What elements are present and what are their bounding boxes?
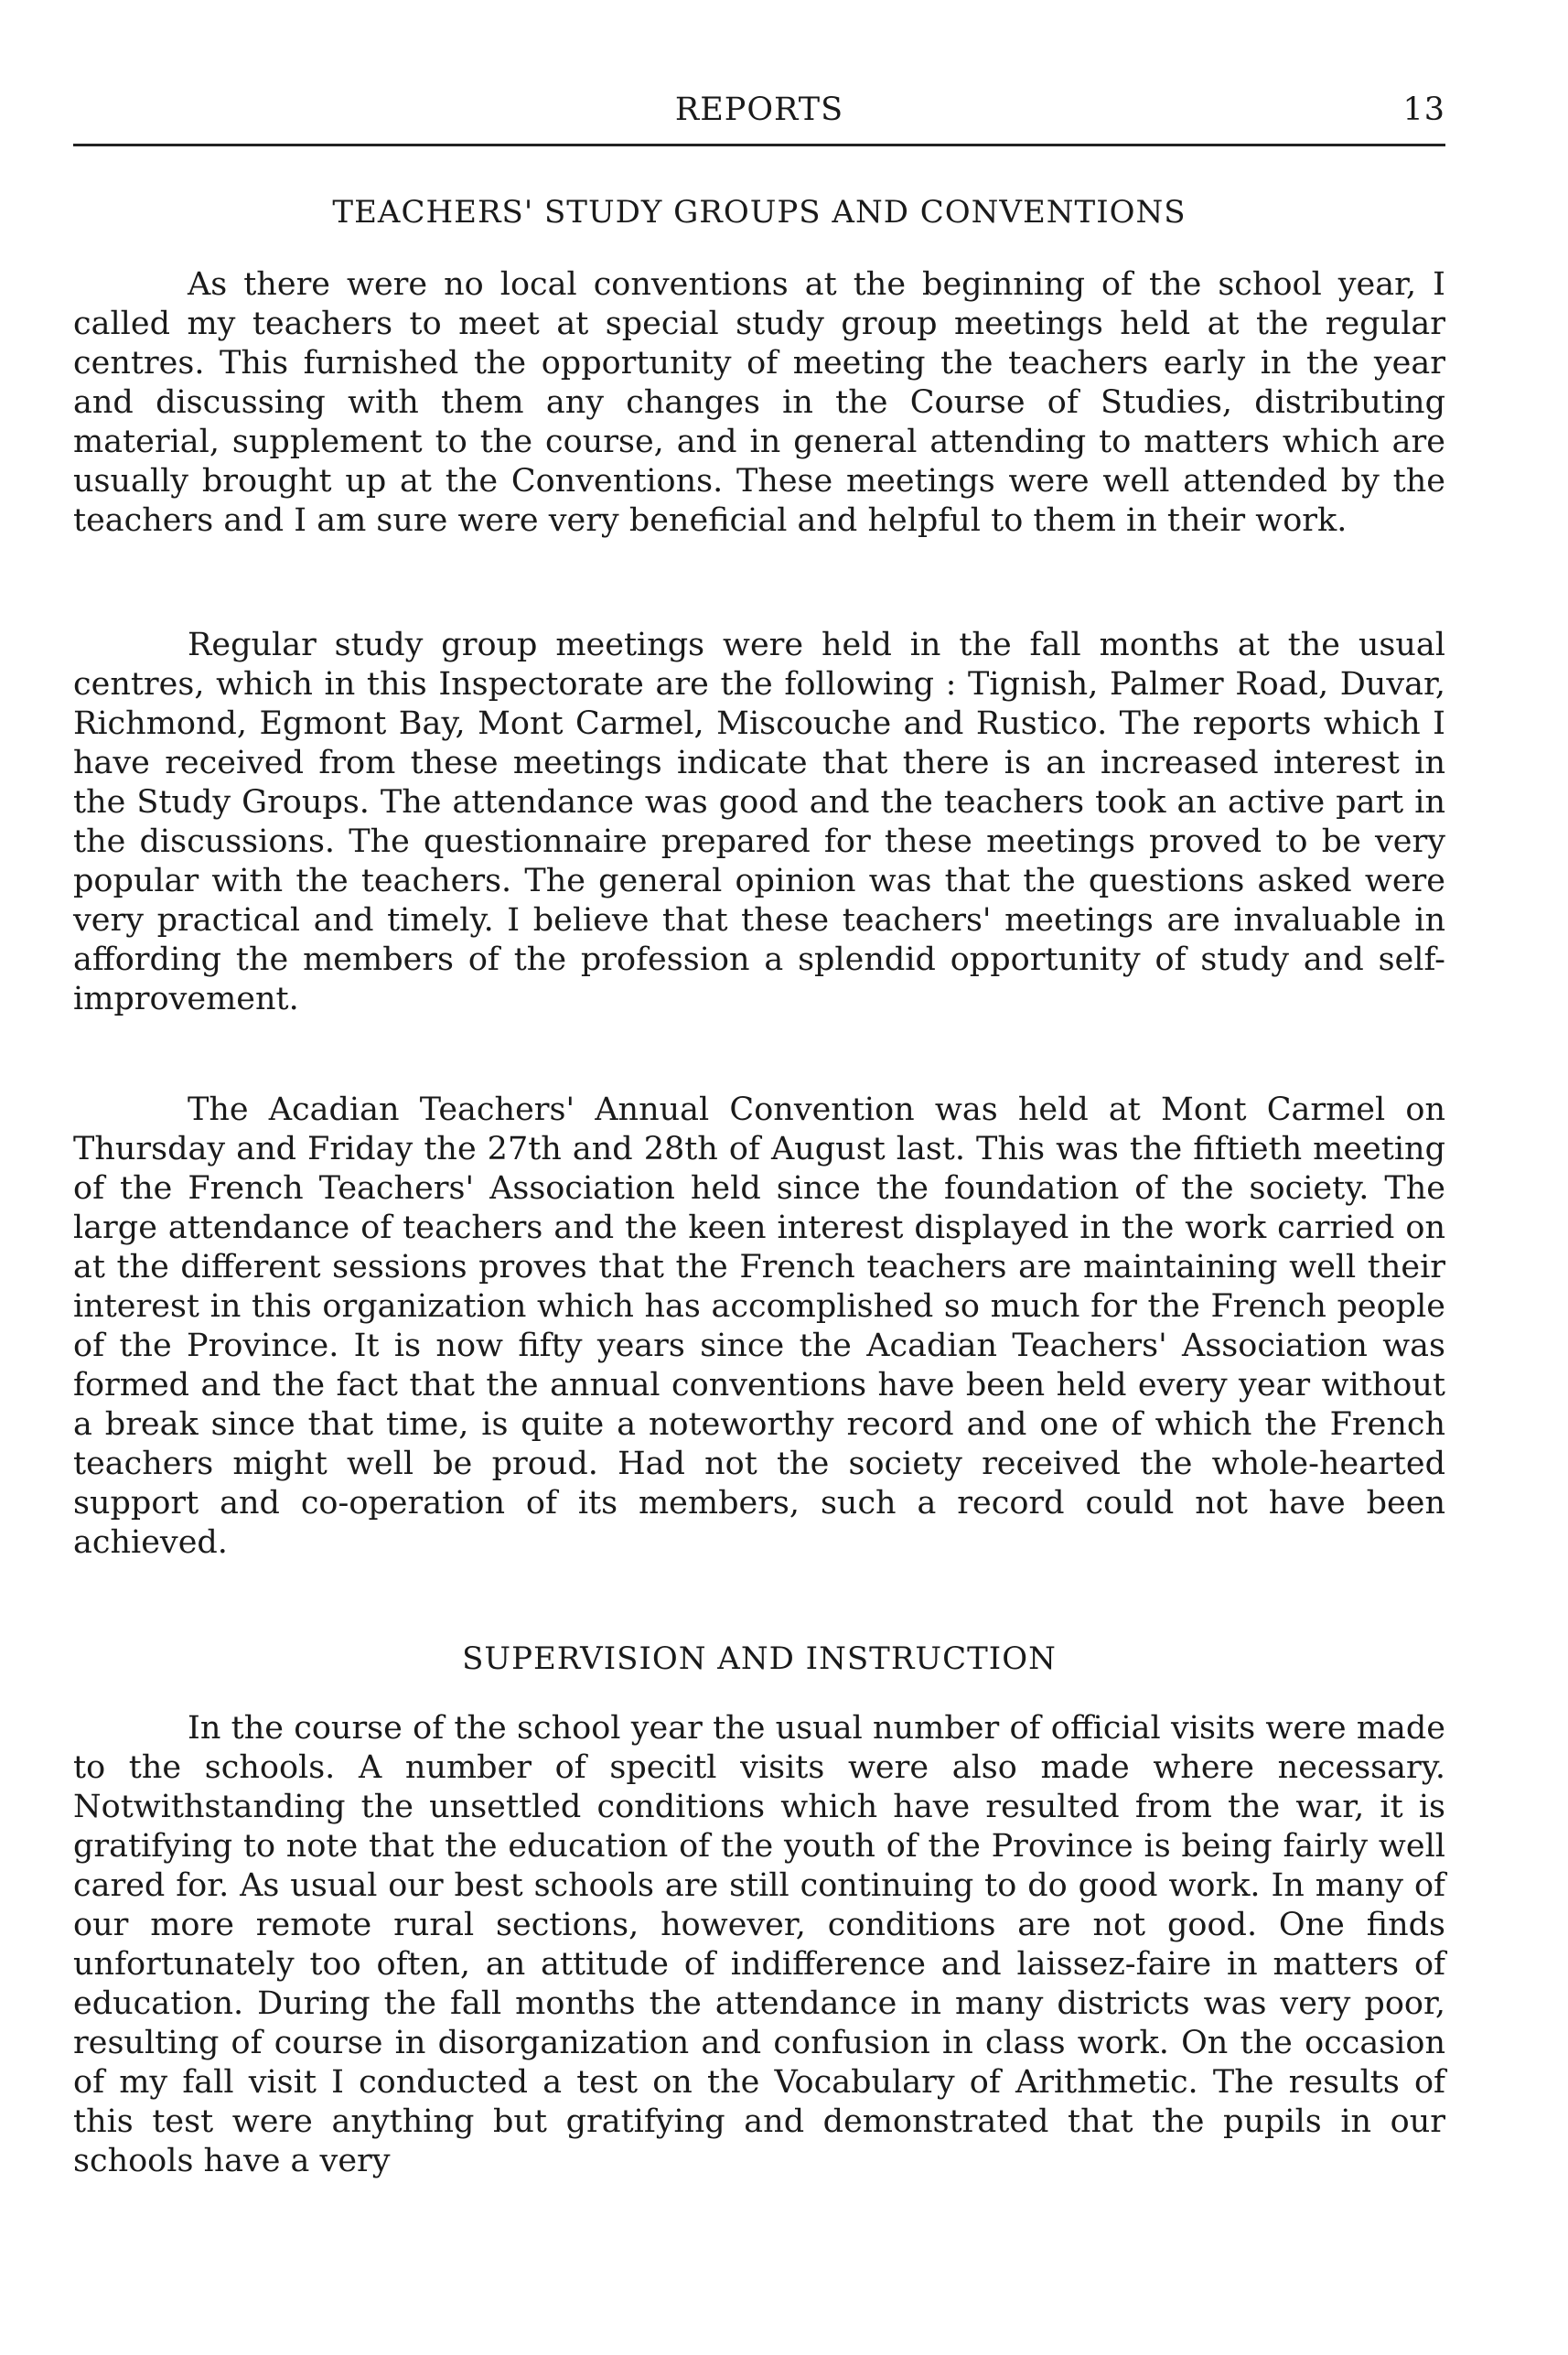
document-page <box>73 0 1445 2355</box>
header-rule <box>73 144 1445 146</box>
paragraph-regular-study-groups: Regular study group meetings were held in the fall months at the usual centres, which in this Inspectorate are the following : Tignish, Palmer Road, Duvar, Richmond, Egmont Bay, Mont Carmel, Miscouche and Rustico. The reports which I have received from these meetings indicate that there is an increased interest in the Study Groups. The attendance was good and the teachers took an active part in the discussions. The questionnaire prepared for these meetings proved to be very popular with the teachers. The general opinion was that the questions asked were very practical and timely. I believe that these teachers' meetings are invaluable in affording the members of the profession a splendid opportunity of study and self-improvement. <box>73 627 1445 1017</box>
section-heading-teachers-study-groups: TEACHERS' STUDY GROUPS AND CONVENTIONS <box>332 194 1187 231</box>
section-heading-supervision: SUPERVISION AND INSTRUCTION <box>462 1640 1057 1677</box>
page-number: 13 <box>1402 91 1445 128</box>
paragraph-acadian-convention: The Acadian Teachers' Annual Convention was held at Mont Carmel on Thursday and Friday the 27th and 28th of August last. This was the fiftieth meeting of the French Teachers' Association held since the foundation of the society. The large attendance of teachers and the keen interest displayed in the work carried on at the different sessions proves that the French teachers are maintaining well their interest in this organization which has accomplished so much for the French people of the Province. It is now fifty years since the Acadian Teachers' Association was formed and the fact that the annual conventions have been held every year without a break since that time, is quite a noteworthy record and one of which the French teachers might well be proud. Had not the society received the whole-hearted support and co-operation of its members, such a record could not have been achieved. <box>73 1091 1445 1561</box>
paragraph-study-group-meetings: As there were no local conventions at the beginning of the school year, I called my teachers to meet at special study group meetings held at the regular centres. This furnished the opportunity of meeting the teachers early in the year and discussing with them any changes in the Course of Studies, distributing material, supplement to the course, and in general attending to matters which are usually brought up at the Conventions. These meetings were well attended by the teachers and I am sure were very beneficial and helpful to them in their work. <box>73 266 1445 539</box>
running-title: REPORTS <box>674 91 844 128</box>
running-header <box>73 91 1445 137</box>
paragraph-supervision: In the course of the school year the usual number of official visits were made to the schools. A number of specitl visits were also made where necessary. Notwithstanding the unsettled conditions which have resulted from the war, it is gratifying to note that the education of the youth of the Province is being fairly well cared for. As usual our best schools are still continuing to do good work. In many of our more remote rural sections, however, conditions are not good. One finds unfortunately too often, an attitude of indifference and laissez-faire in matters of education. During the fall months the attendance in many districts was very poor, resulting of course in disorganization and confusion in class work. On the occasion of my fall visit I conducted a test on the Vocabulary of Arithmetic. The results of this test were anything but gratifying and demonstrated that the pupils in our schools have a very <box>73 1710 1445 2179</box>
